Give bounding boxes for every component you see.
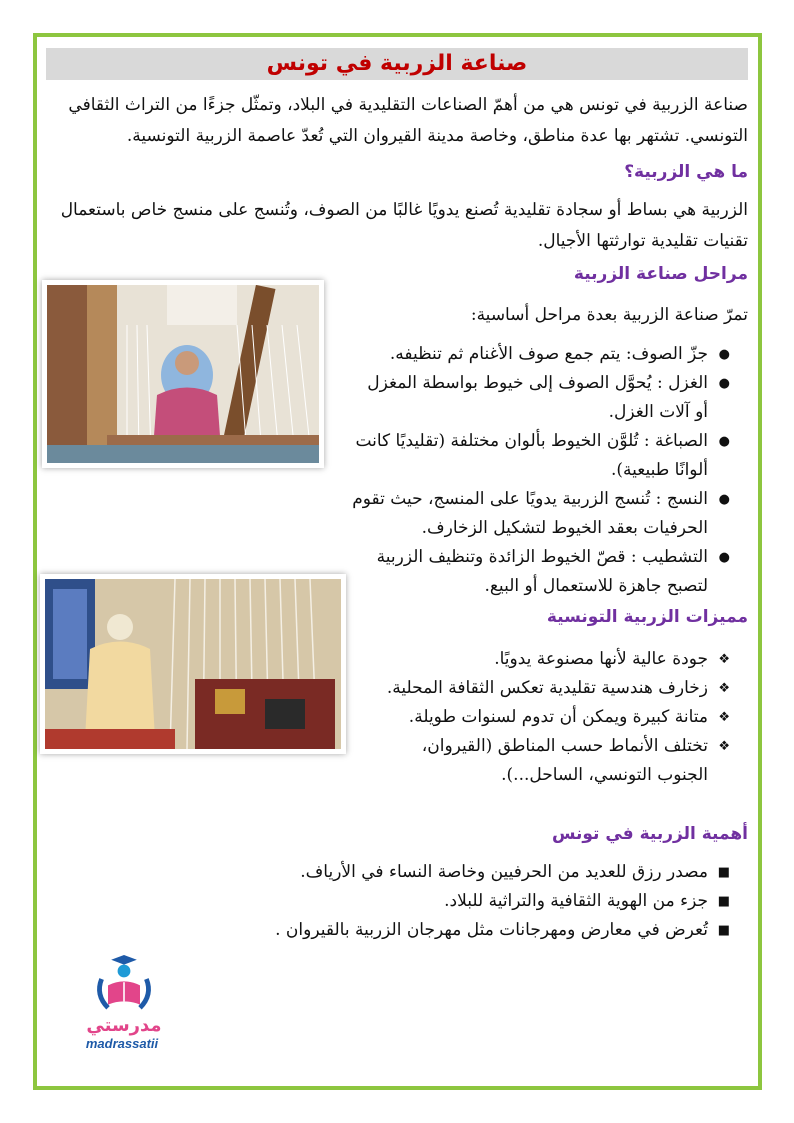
list-item: ● التشطيب : قصّ الخيوط الزائدة وتنظيف الزربية لتصبح جاهزة للاستعمال أو البيع. [352,543,730,601]
logo-arabic-text: مدرستي [86,1015,162,1036]
square-bullet-icon: ■ [717,923,730,938]
page-title: صناعة الزربية في تونس [266,51,528,76]
features-list [380,645,730,790]
bullet-dot-icon: ● [718,376,730,391]
list-item: ❖ تختلف الأنماط حسب المناطق (القيروان، الجنوب التونسي، الساحل...). [380,732,730,790]
heading-importance: أهمية الزربية في تونس [551,824,748,844]
bullet-dot-icon: ● [718,550,730,565]
intro-paragraph: صناعة الزربية في تونس هي من أهمّ الصناعات التقليدية في البلاد، وتمثّل جزءًا من التراث الثقافي التونسي. تشتهر بها عدة مناطق، وخاصة مدينة القيروان التي تُعدّ عاصمة الزربية التونسية. [68,95,748,146]
bullet-dot-icon: ● [718,347,730,362]
list-item: ❖ متانة كبيرة ويمكن أن تدوم لسنوات طويلة. [380,703,730,732]
diamond-bullet-icon: ❖ [718,710,730,725]
list-item: ● الغزل : يُحوَّل الصوف إلى خيوط بواسطة المغزل أو آلات الغزل. [352,369,730,427]
diamond-bullet-icon: ❖ [718,681,730,696]
diamond-bullet-icon: ❖ [718,739,730,754]
list-item: ● الصباغة : تُلوَّن الخيوط بألوان مختلفة (تقليديًا كانت ألوانًا طبيعية). [352,427,730,485]
title-bar [46,48,748,80]
heading-features: مميزات الزربية التونسية [546,607,748,627]
list-item: ● النسج : تُنسج الزربية يدويًا على المنسج، حيث تقوم الحرفيات بعقد الخيوط لتشكيل الزخارف. [352,485,730,543]
logo-latin-text: madrassatii [85,1036,159,1051]
list-item: ■ تُعرض في معارض ومهرجانات مثل مهرجان الزربية بالقيروان . [250,916,730,945]
stages-intro: تمرّ صناعة الزربية بعدة مراحل أساسية: [470,305,748,325]
list-item: ❖ زخارف هندسية تقليدية تعكس الثقافة المحلية. [380,674,730,703]
heading-what-is: ما هي الزربية؟ [624,162,748,182]
weaving-photo-2 [40,574,346,754]
heading-stages: مراحل صناعة الزربية [573,264,748,284]
weaving-photo-1 [42,280,324,468]
list-item: ■ مصدر رزق للعديد من الحرفيين وخاصة النساء في الأرياف. [250,858,730,887]
bullet-dot-icon: ● [718,492,730,507]
importance-list [250,858,730,945]
square-bullet-icon: ■ [717,865,730,880]
what-is-paragraph: الزربية هي بساط أو سجادة تقليدية تُصنع يدويًا غالبًا من الصوف، وتُنسج على منسج خاص باستعمال تقنيات تقليدية توارثتها الأجيال. [60,200,748,251]
list-item: ● جزّ الصوف: يتم جمع صوف الأغنام ثم تنظيفه. [352,340,730,369]
stages-list [352,340,730,601]
diamond-bullet-icon: ❖ [718,652,730,667]
list-item: ❖ جودة عالية لأنها مصنوعة يدويًا. [380,645,730,674]
list-item: ■ جزء من الهوية الثقافية والتراثية للبلاد. [250,887,730,916]
bullet-dot-icon: ● [718,434,730,449]
square-bullet-icon: ■ [717,894,730,909]
